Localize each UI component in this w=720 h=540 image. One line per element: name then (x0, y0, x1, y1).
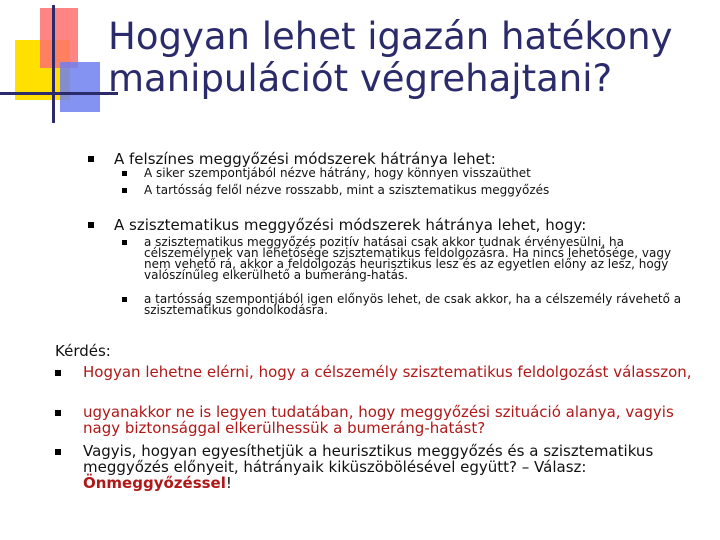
bullet-square-icon (122, 188, 127, 193)
question-2-text: ugyanakkor ne is legyen tudatában, hogy meggyőzési szituáció alanya, vagyis nagy biztonsággal elkerülhessük a bumeráng-hatást? (83, 403, 674, 437)
sub-bullet-2-1-text: a szisztematikus meggyőzés pozitív hatásai csak akkor tudnak érvényesülni, ha célszemélynek van lehetősége szisztematikus feldolgozásra. Ha nincs lehetősége, vagy nem vehető rá, akkor a feldolgozás heurisztikus lesz és az egyetlen előny az lesz, hogy valószínűleg elkerülhető a bumeráng-hatás. (144, 235, 672, 282)
bullet-2-text: A szisztematikus meggyőzési módszerek hátránya lehet, hogy: (114, 216, 587, 234)
sub-bullet-1-2 (122, 185, 682, 196)
bullet-square-icon (55, 370, 61, 376)
sub-bullet-1-2-text: A tartósság felől nézve rosszabb, mint a szisztematikus meggyőzés (144, 183, 550, 197)
bullet-square-icon (88, 222, 94, 228)
bullet-1-text: A felszínes meggyőzési módszerek hátránya lehet: (114, 150, 496, 168)
bullet-square-icon (55, 410, 61, 416)
sub-bullet-2-2 (122, 294, 696, 316)
bullet-square-icon (122, 297, 127, 302)
decor-red-block (40, 8, 78, 68)
slide-title: Hogyan lehet igazán hatékony manipulációt végrehajtani? (108, 15, 673, 100)
bullet-square-icon (122, 171, 127, 176)
question-2 (55, 404, 695, 436)
decor-blue-block (60, 62, 100, 112)
sub-bullet-2-2-text: a tartósság szempontjából igen előnyös lehet, de csak akkor, ha a célszemély rávehető a szisztematikus gondolkodásra. (144, 292, 682, 317)
question-3 (55, 443, 695, 491)
bullet-2 (88, 216, 688, 234)
decor-horizontal-line (0, 92, 118, 95)
sub-bullet-1-1-text: A siker szempontjából nézve hátrány, hogy könnyen visszaüthet (144, 166, 531, 180)
bullet-square-icon (88, 156, 94, 162)
sub-bullet-2-1 (122, 237, 696, 281)
decor-vertical-line (52, 5, 55, 123)
answer-ending: ! (225, 474, 232, 492)
answer-text: Önmeggyőzéssel (83, 474, 226, 492)
bullet-square-icon (122, 240, 127, 245)
question-3-body (83, 443, 695, 491)
question-1-text: Hogyan lehetne elérni, hogy a célszemély szisztematikus feldolgozást válasszon, (83, 363, 692, 381)
sub-bullet-1-1 (122, 168, 682, 179)
question-3-text: Vagyis, hogyan egyesíthetjük a heurisztikus meggyőzés és a szisztematikus meggyőzés előnyeit, hátrányaik kiküszöbölésével együtt? – Válasz: (83, 442, 654, 476)
question-1 (55, 364, 695, 380)
bullet-square-icon (55, 449, 61, 455)
question-label: Kérdés: (55, 342, 111, 360)
